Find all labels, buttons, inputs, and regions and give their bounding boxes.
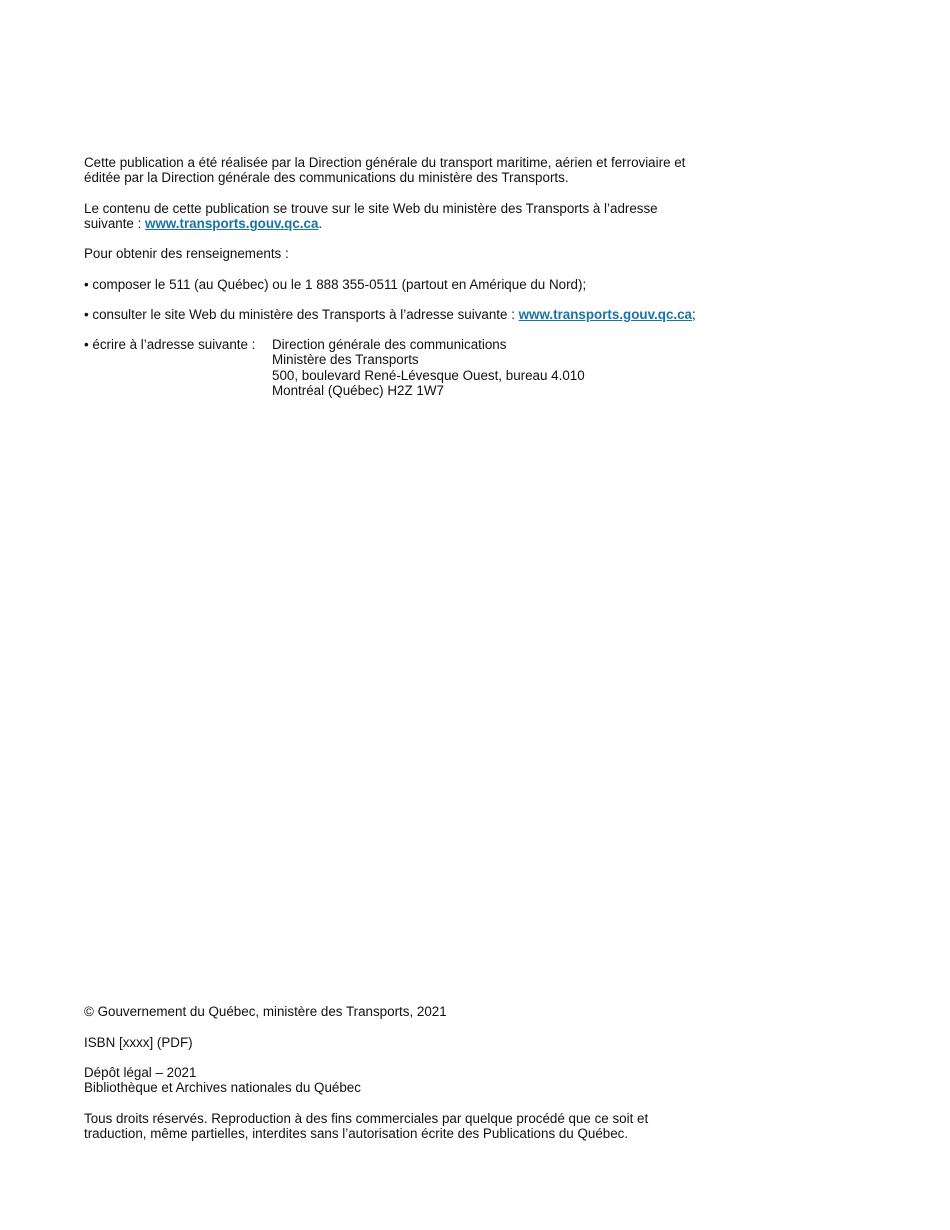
address-line: 500, boulevard René-Lévesque Ouest, bureau 4.010 [272, 367, 585, 383]
legal-deposit-line: Dépôt légal – 2021 [84, 1065, 197, 1080]
website-paragraph [84, 201, 804, 232]
website-line-2-prefix: suivante : [84, 216, 146, 232]
intro-paragraph [84, 155, 804, 186]
bullet-web-suffix: ; [692, 307, 696, 322]
bullet-web-block [84, 307, 804, 322]
info-heading-block [84, 246, 804, 261]
mailing-address [272, 337, 585, 399]
isbn-line: ISBN [xxxx] (PDF) [84, 1035, 193, 1050]
library-line: Bibliothèque et Archives nationales du Québec [84, 1080, 361, 1096]
legal-deposit-block [84, 1065, 804, 1096]
website-link[interactable]: www.transports.gouv.qc.ca [145, 216, 319, 232]
website-line-1: Le contenu de cette publication se trouve sur le site Web du ministère des Transports à l’adresse [84, 201, 658, 216]
bullet-web-link[interactable]: www.transports.gouv.qc.ca [518, 307, 693, 322]
rights-line-1: Tous droits réservés. Reproduction à des fins commerciales par quelque procédé que ce soit et [84, 1111, 649, 1126]
rights-block [84, 1111, 804, 1142]
info-heading: Pour obtenir des renseignements : [84, 246, 289, 261]
bullet-phone: • composer le 511 (au Québec) ou le 1 888 355-0511 (partout en Amérique du Nord); [84, 277, 587, 292]
mailing-address-row [84, 337, 804, 399]
bullet-mail-label: • écrire à l’adresse suivante : [84, 337, 256, 352]
bullet-web [84, 307, 804, 322]
rights-line-2: traduction, même partielles, interdites sans l’autorisation écrite des Publications du Québec. [84, 1126, 629, 1142]
intro-line-1: Cette publication a été réalisée par la Direction générale du transport maritime, aérien et ferroviaire et [84, 155, 686, 170]
address-line: Montréal (Québec) H2Z 1W7 [272, 383, 444, 399]
address-line: Direction générale des communications [272, 337, 507, 352]
copyright-block [84, 1004, 804, 1019]
website-line-2-suffix: . [318, 216, 323, 232]
address-line: Ministère des Transports [272, 352, 419, 368]
isbn-block [84, 1035, 804, 1050]
website-line-2 [84, 216, 804, 231]
copyright-line: © Gouvernement du Québec, ministère des Transports, 2021 [84, 1004, 447, 1019]
bullet-web-prefix: • consulter le site Web du ministère des Transports à l’adresse suivante : [84, 307, 519, 322]
bullet-phone-block [84, 277, 804, 292]
bullet-mail-block [84, 337, 804, 399]
intro-line-2: éditée par la Direction générale des communications du ministère des Transports. [84, 170, 569, 186]
